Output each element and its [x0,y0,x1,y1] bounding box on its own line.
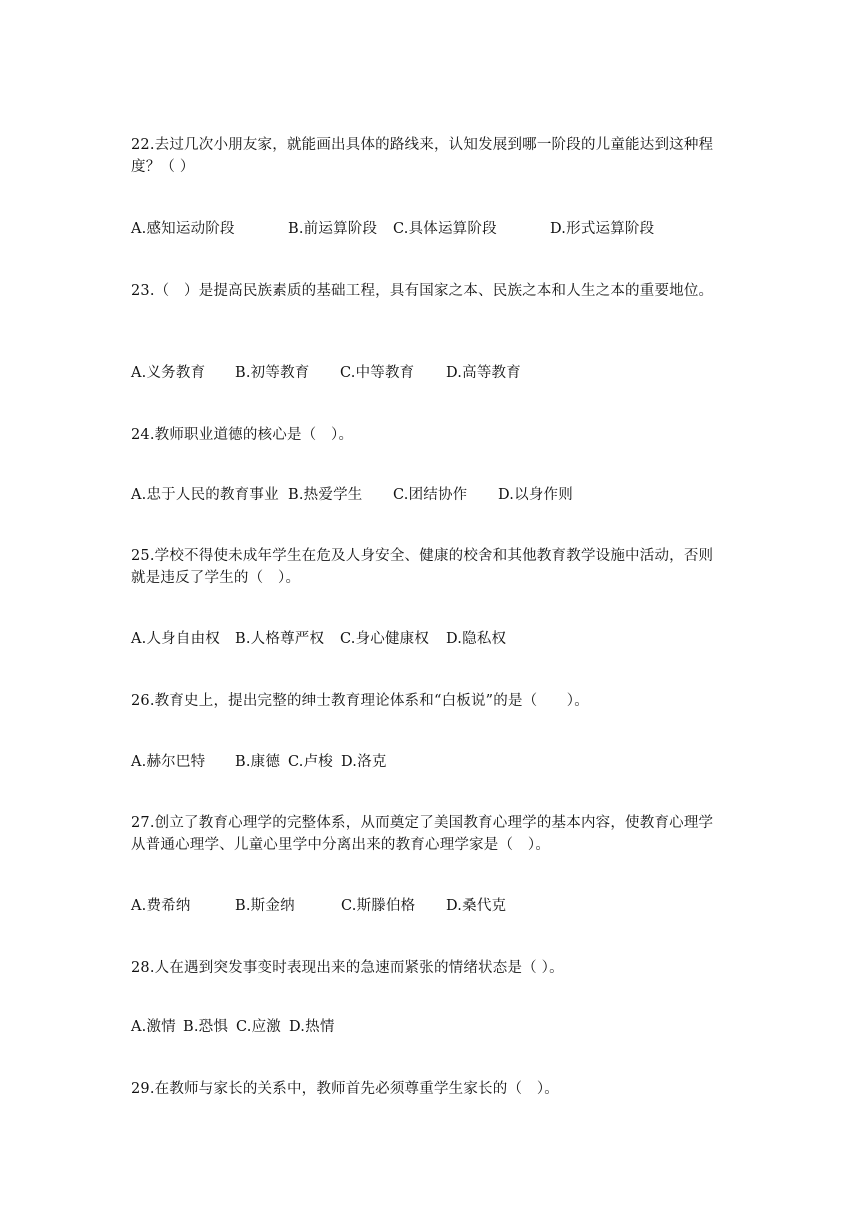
question-26-option-c: C.卢梭 [288,754,333,770]
question-26-option-d: D.洛克 [341,754,387,770]
question-25-option-d: D.隐私权 [446,631,507,647]
question-25-option-c: C.身心健康权 [340,631,430,647]
question-28-line-1: 28.人在遇到突发事变时表现出来的急速而紧张的情绪状态是（ ）。 [131,960,564,976]
question-22-option-b: B.前运算阶段 [288,221,378,237]
question-23-option-c: C.中等教育 [340,365,415,381]
question-26-option-a: A.赫尔巴特 [131,754,206,770]
question-25-line-1: 25.学校不得使未成年学生在危及人身安全、健康的校舍和其他教育教学设施中活动，否则 [131,548,714,564]
question-25-option-a: A.人身自由权 [131,631,220,647]
question-24-option-a: A.忠于人民的教育事业 [131,487,279,503]
question-22-line-2: 度？（ ） [131,159,195,175]
question-27-line-1: 27.创立了教育心理学的完整体系，从而奠定了美国教育心理学的基本内容，使教育心理学 [131,815,714,831]
question-27-option-a: A.费希纳 [131,898,191,914]
question-27-option-c: C.斯滕伯格 [341,898,416,914]
question-22-option-a: A.感知运动阶段 [131,221,235,237]
question-26-option-b: B.康德 [235,754,281,770]
question-28-option-d: D.热情 [289,1019,335,1035]
question-28-option-b: B.恐惧 [183,1019,229,1035]
question-22-option-c: C.具体运算阶段 [393,221,497,237]
question-28-option-c: C.应激 [236,1019,281,1035]
question-24-option-c: C.团结协作 [393,487,468,503]
question-22-option-d: D.形式运算阶段 [550,221,655,237]
question-23-option-b: B.初等教育 [235,365,310,381]
question-23-line-1: 23.（ ）是提高民族素质的基础工程，具有国家之本、民族之本和人生之本的重要地位。 [131,283,714,299]
question-24-line-1: 24.教师职业道德的核心是（ ）。 [131,427,354,443]
question-23-option-a: A.义务教育 [131,365,206,381]
question-25-option-b: B.人格尊严权 [235,631,325,647]
question-28-option-a: A.激情 [131,1019,176,1035]
question-24-option-d: D.以身作则 [498,487,573,503]
question-25-line-2: 就是违反了学生的（ ）。 [131,570,301,586]
question-27-line-2: 从普通心理学、儿童心里学中分离出来的教育心理学家是（ ）。 [131,837,551,853]
question-26-line-1: 26.教育史上，提出完整的绅士教育理论体系和“白板说”的是（ ）。 [131,693,589,709]
question-27-option-d: D.桑代克 [446,898,507,914]
question-29-line-1: 29.在教师与家长的关系中，教师首先必须尊重学生家长的（ ）。 [131,1081,560,1097]
question-23-option-d: D.高等教育 [446,365,521,381]
question-24-option-b: B.热爱学生 [288,487,363,503]
question-22-line-1: 22.去过几次小朋友家，就能画出具体的路线来，认知发展到哪一阶段的儿童能达到这种程 [131,137,714,153]
question-27-option-b: B.斯金纳 [235,898,295,914]
